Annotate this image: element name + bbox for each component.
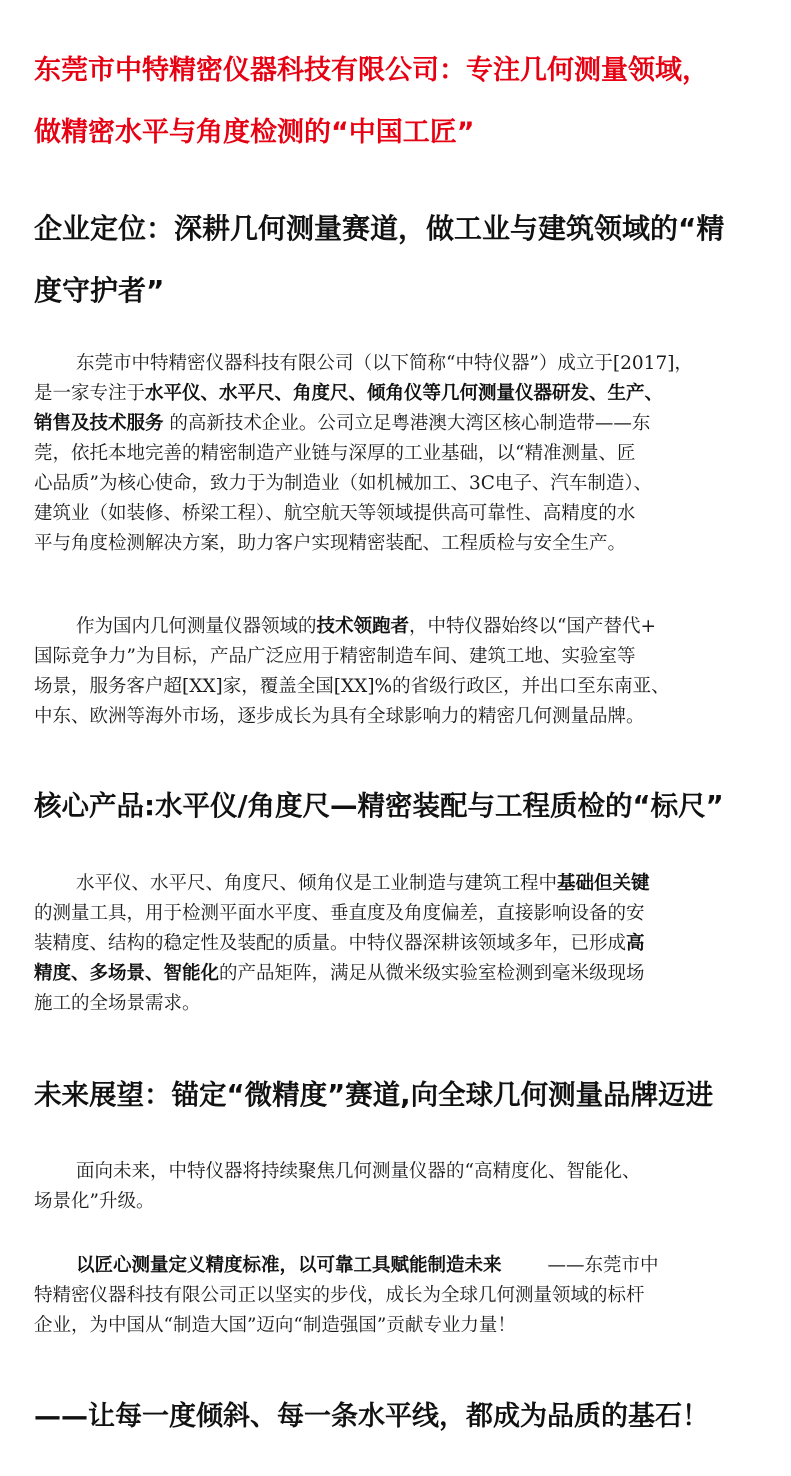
article-title-line-1: 东莞市中特精密仪器科技有限公司：专注几何测量领域， [34, 55, 709, 86]
bold-emphasis: 销售及技术服务 [34, 413, 164, 434]
paragraph-line: 施工的全场景需求。 [34, 993, 201, 1014]
paragraph-line: 的测量工具，用于检测平面水平度、垂直度及角度偏差，直接影响设备的安 [34, 903, 645, 924]
paragraph-line: 东莞市中特精密仪器科技有限公司（以下简称“中特仪器”）成立于[2017]， [76, 353, 693, 374]
paragraph-line: 作为国内几何测量仪器领域的技术领跑者，中特仪器始终以“国产替代+ [76, 616, 656, 637]
paragraph-line: 特精密仪器科技有限公司正以坚实的步伐，成长为全球几何测量领域的标杆 [34, 1285, 645, 1306]
paragraph-line: 水平仪、水平尺、角度尺、倾角仪是工业制造与建筑工程中基础但关键 [76, 873, 650, 894]
paragraph-line: 莞，依托本地完善的精密制造产业链与深厚的工业基础，以“精准测量、匠 [34, 443, 636, 464]
section-heading-positioning-line-1: 企业定位：深耕几何测量赛道，做工业与建筑领域的“精 [34, 212, 725, 245]
paragraph-line: 是一家专注于水平仪、水平尺、角度尺、倾角仪等几何测量仪器研发、生产、 [34, 383, 664, 404]
paragraph-line: 以匠心测量定义精度标准，以可靠工具赋能制造未来 ——东莞市中 [76, 1255, 659, 1276]
paragraph-core-products [34, 869, 762, 1019]
paragraph-line: 场景，服务客户超[XX]家，覆盖全国[XX]%的省级行政区，并出口至东南亚、 [34, 676, 670, 697]
bold-emphasis: 基础但关键 [557, 873, 650, 894]
bold-emphasis: 水平仪、水平尺、角度尺、倾角仪等几何测量仪器研发、生产、 [145, 383, 664, 404]
paragraph-line: 精度、多场景、智能化的产品矩阵，满足从微米级实验室检测到毫米级现场 [34, 963, 645, 984]
paragraph-line: 中东、欧洲等海外市场，逐步成长为具有全球影响力的精密几何测量品牌。 [34, 706, 645, 727]
paragraph-line: 装精度、结构的稳定性及装配的质量。中特仪器深耕该领域多年，已形成高 [34, 933, 645, 954]
closing-slogan: ——让每一度倾斜、每一条水平线，都成为品质的基石！ [34, 1401, 709, 1432]
paragraph-company-intro [34, 349, 762, 559]
paragraph-line: 面向未来，中特仪器将持续聚焦几何测量仪器的“高精度化、智能化、 [76, 1161, 641, 1182]
article-title-line-2: 做精密水平与角度检测的“中国工匠” [34, 117, 475, 148]
section-heading-positioning-line-2: 度守护者” [34, 274, 165, 307]
bold-emphasis: 高 [626, 933, 645, 954]
section-heading-future-outlook: 未来展望：锚定“微精度”赛道,向全球几何测量品牌迈进 [34, 1079, 714, 1111]
paragraph-line: 销售及技术服务 的高新技术企业。公司立足粤港澳大湾区核心制造带——东 [34, 413, 651, 434]
paragraph-line: 国际竞争力”为目标，产品广泛应用于精密制造车间、建筑工地、实验室等 [34, 646, 636, 667]
paragraph-line: 心品质”为核心使命，致力于为制造业（如机械加工、3C电子、汽车制造）、 [34, 473, 653, 494]
paragraph-line: 建筑业（如装修、桥梁工程）、航空航天等领域提供高可靠性、高精度的水 [34, 503, 636, 524]
bold-emphasis: 精度、多场景、智能化 [34, 963, 220, 984]
bold-emphasis: 以匠心测量定义精度标准，以可靠工具赋能制造未来 [76, 1255, 502, 1276]
section-heading-positioning [34, 198, 774, 322]
paragraph-line: 场景化”升级。 [34, 1191, 155, 1212]
bold-emphasis: 技术领跑者 [316, 616, 410, 637]
paragraph-future-plan [34, 1157, 762, 1217]
paragraph-slogan [34, 1251, 762, 1341]
section-heading-core-products: 核心产品:水平仪/角度尺—精密装配与工程质检的“标尺” [34, 790, 724, 822]
paragraph-line: 企业，为中国从“制造大国”迈向“制造强国”贡献专业力量！ [34, 1315, 516, 1336]
paragraph-line: 平与角度检测解决方案，助力客户实现精密装配、工程质检与安全生产。 [34, 533, 627, 554]
paragraph-market-position [34, 612, 762, 732]
